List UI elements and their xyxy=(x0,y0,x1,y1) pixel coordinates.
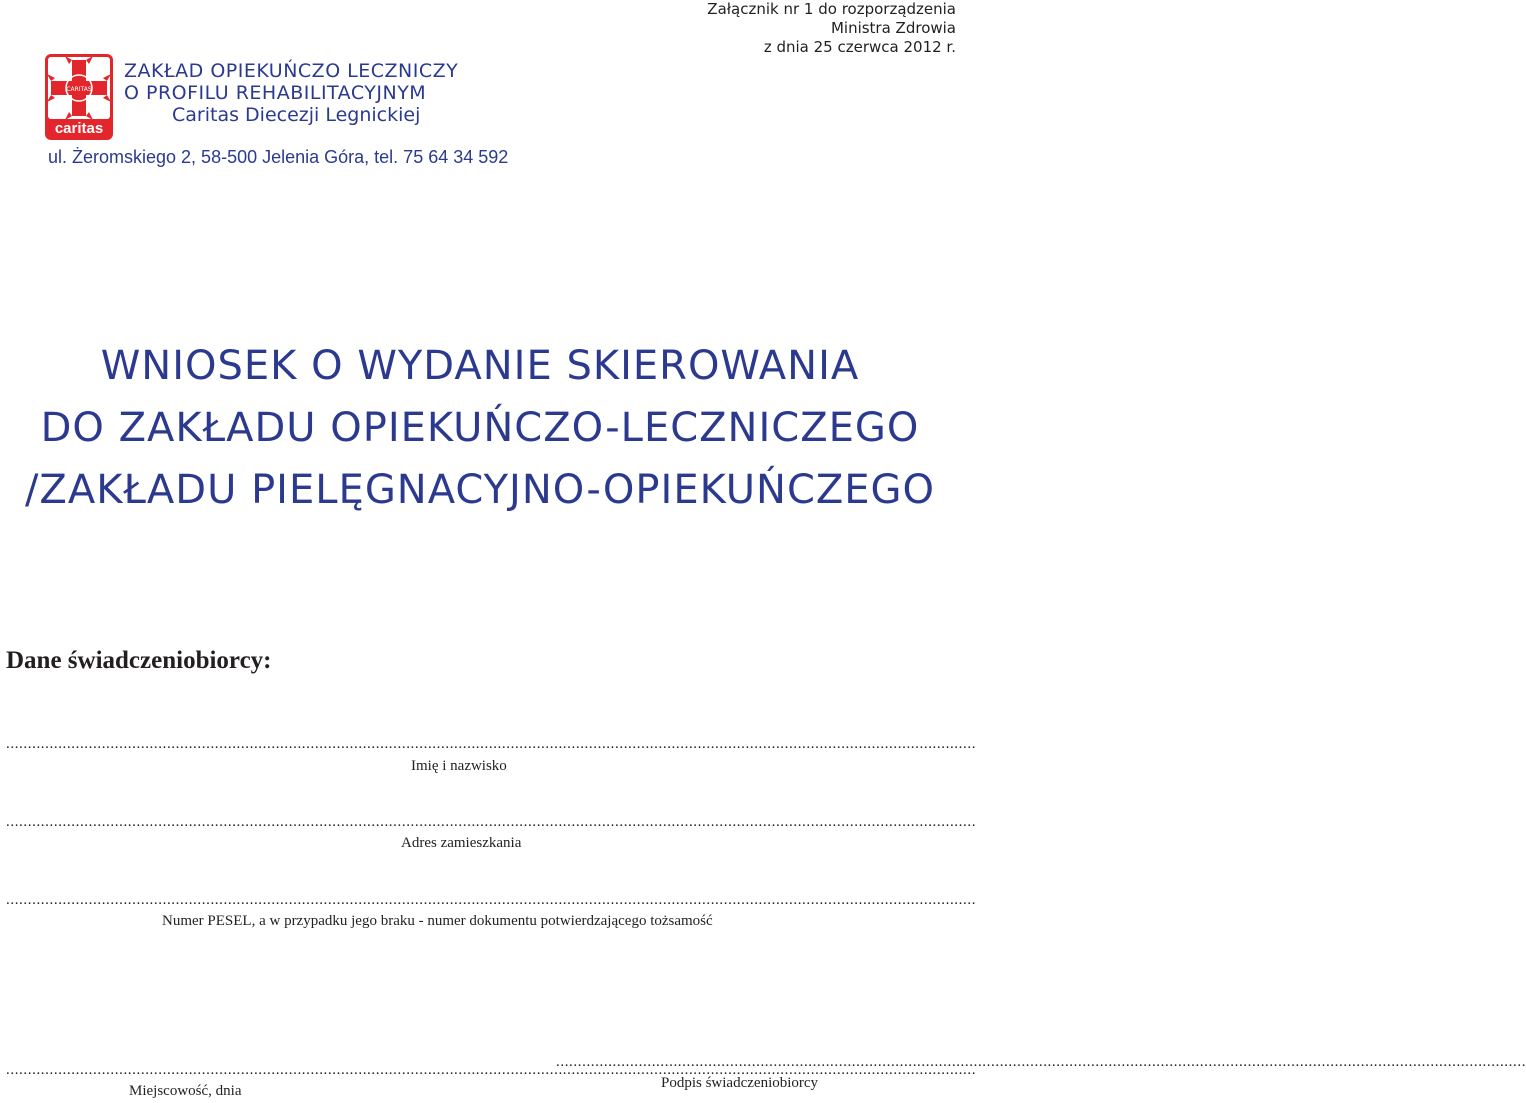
org-line-2: O PROFILU REHABILITACYJNYM xyxy=(124,82,427,104)
signature-dotted-line[interactable]: ............................................................................................................................................................................................................................... xyxy=(556,1054,1526,1070)
title-line-2: DO ZAKŁADU OPIEKUŃCZO-LECZNICZEGO xyxy=(40,405,920,451)
annex-line-3: z dnia 25 czerwca 2012 r. xyxy=(763,38,956,56)
document-title xyxy=(0,335,960,521)
title-line-1: WNIOSEK O WYDANIE SKIEROWANIA xyxy=(100,343,860,389)
caritas-logo xyxy=(45,54,113,140)
annex-note xyxy=(707,0,956,57)
org-line-1: ZAKŁAD OPIEKUŃCZO LECZNICZY xyxy=(124,60,459,82)
address-dotted-line[interactable]: ............................................................................................................................................................................................................................... xyxy=(6,814,977,830)
address-caption: Adres zamieszkania xyxy=(401,835,522,851)
place-date-dotted-line[interactable]: ............................................................................................................................................................................................................................... xyxy=(6,1062,977,1078)
logo-seal-text: CARITAS xyxy=(66,86,92,93)
annex-line-1: Załącznik nr 1 do rozporządzenia xyxy=(707,0,956,18)
section-heading: Dane świadczeniobiorcy: xyxy=(6,647,272,674)
name-caption: Imię i nazwisko xyxy=(411,758,507,774)
annex-line-2: Ministra Zdrowia xyxy=(830,19,956,37)
organization-name xyxy=(124,60,458,126)
pesel-caption: Numer PESEL, a w przypadku jego braku - numer dokumentu potwierdzającego tożsamość xyxy=(162,913,713,929)
organization-address: ul. Żeromskiego 2, 58-500 Jelenia Góra, tel. 75 64 34 592 xyxy=(48,147,509,167)
pesel-dotted-line[interactable]: ............................................................................................................................................................................................................................... xyxy=(6,892,977,908)
logo-wordmark: caritas xyxy=(54,120,104,137)
place-date-caption: Miejscowość, dnia xyxy=(129,1083,242,1099)
title-line-3: /ZAKŁADU PIELĘGNACYJNO-OPIEKUŃCZEGO xyxy=(24,467,936,513)
name-dotted-line[interactable]: ............................................................................................................................................................................................................................... xyxy=(6,736,977,752)
signature-caption: Podpis świadczeniobiorcy xyxy=(661,1075,819,1091)
org-line-3: Caritas Diecezji Legnickiej xyxy=(172,104,421,126)
